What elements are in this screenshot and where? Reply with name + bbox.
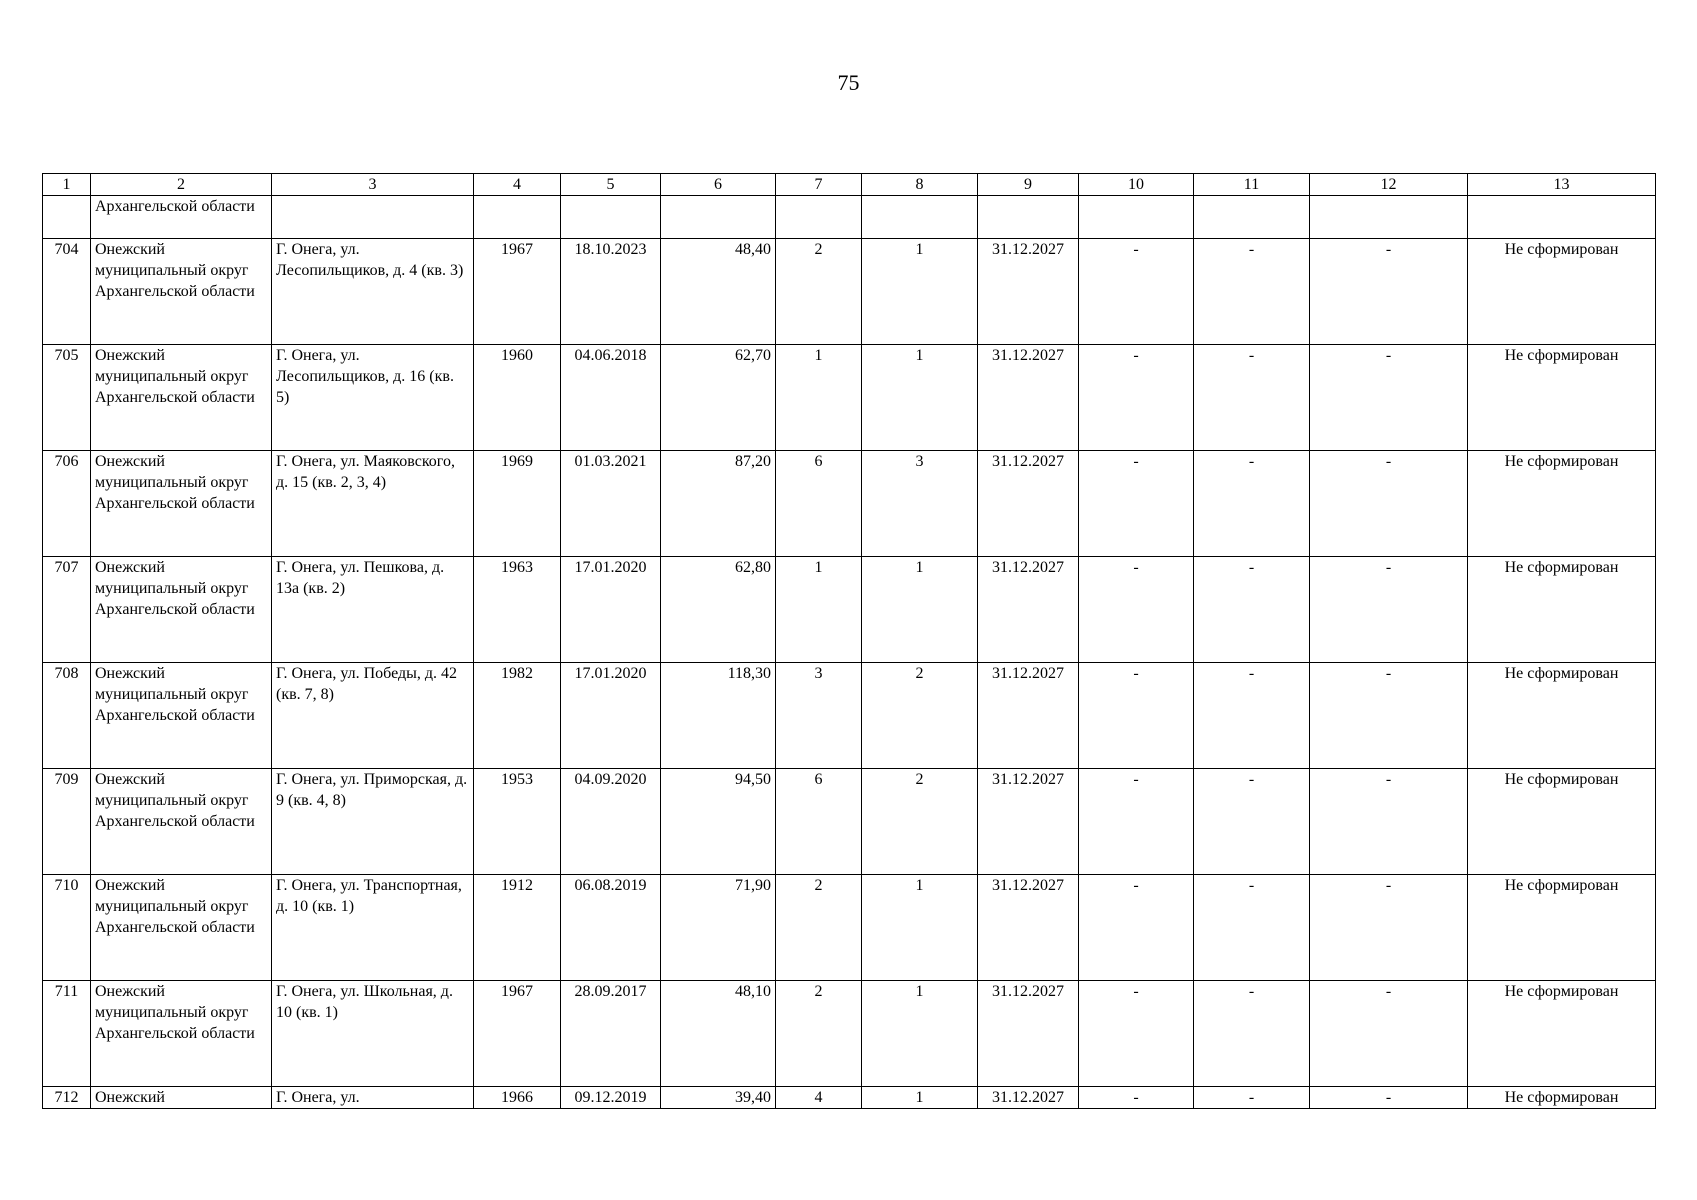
table-row (43, 769, 1656, 875)
year-cell: 1966 (474, 1087, 561, 1109)
row-number-cell: 712 (43, 1087, 91, 1109)
table-cell: - (1079, 557, 1194, 663)
municipality-cell: Онежский муниципальный округ Архангельской области (91, 769, 272, 875)
column-header: 13 (1468, 174, 1656, 196)
column-header: 10 (1079, 174, 1194, 196)
date-cell: 28.09.2017 (561, 981, 661, 1087)
status-cell: Не сформирован (1468, 769, 1656, 875)
area-cell: 94,50 (661, 769, 776, 875)
table-cell: - (1310, 451, 1468, 557)
column-header: 4 (474, 174, 561, 196)
municipality-cell: Онежский муниципальный округ Архангельской области (91, 663, 272, 769)
deadline-cell: 31.12.2027 (978, 239, 1079, 345)
count-cell: 1 (776, 557, 862, 663)
table-row (43, 981, 1656, 1087)
status-cell: Не сформирован (1468, 239, 1656, 345)
table-cell: - (1079, 981, 1194, 1087)
table-row (43, 239, 1656, 345)
year-cell: 1960 (474, 345, 561, 451)
deadline-cell: 31.12.2027 (978, 981, 1079, 1087)
table-cell: - (1194, 663, 1310, 769)
row-number-cell: 709 (43, 769, 91, 875)
row-number-cell: 705 (43, 345, 91, 451)
count-cell: 1 (862, 981, 978, 1087)
table-cell (561, 196, 661, 239)
date-cell: 18.10.2023 (561, 239, 661, 345)
year-cell: 1963 (474, 557, 561, 663)
count-cell: 2 (776, 875, 862, 981)
date-cell: 17.01.2020 (561, 663, 661, 769)
count-cell: 2 (776, 239, 862, 345)
table-cell: - (1310, 769, 1468, 875)
municipality-cell: Онежский муниципальный округ Архангельской области (91, 981, 272, 1087)
table-cell: - (1310, 663, 1468, 769)
table-cell (272, 196, 474, 239)
count-cell: 1 (862, 345, 978, 451)
table-cell: - (1310, 345, 1468, 451)
table-row (43, 345, 1656, 451)
row-number-cell: 707 (43, 557, 91, 663)
table-cell: - (1310, 981, 1468, 1087)
area-cell: 118,30 (661, 663, 776, 769)
row-number-cell: 706 (43, 451, 91, 557)
column-header: 2 (91, 174, 272, 196)
municipality-cell: Архангельской области (91, 196, 272, 239)
address-cell: Г. Онега, ул. Транспортная, д. 10 (кв. 1) (272, 875, 474, 981)
count-cell: 1 (862, 239, 978, 345)
table-cell (862, 196, 978, 239)
address-cell: Г. Онега, ул. Лесопильщиков, д. 16 (кв. 5) (272, 345, 474, 451)
table-cell (1194, 196, 1310, 239)
address-cell: Г. Онега, ул. Маяковского, д. 15 (кв. 2, 3, 4) (272, 451, 474, 557)
area-cell: 48,40 (661, 239, 776, 345)
table-cell (776, 196, 862, 239)
deadline-cell: 31.12.2027 (978, 1087, 1079, 1109)
count-cell: 3 (862, 451, 978, 557)
deadline-cell: 31.12.2027 (978, 557, 1079, 663)
table-cell: - (1310, 1087, 1468, 1109)
table-cell: - (1310, 875, 1468, 981)
count-cell: 1 (862, 557, 978, 663)
table-cell: - (1194, 557, 1310, 663)
continuation-row (43, 196, 1656, 239)
municipality-cell: Онежский муниципальный округ Архангельской области (91, 557, 272, 663)
status-cell: Не сформирован (1468, 981, 1656, 1087)
address-cell: Г. Онега, ул. Победы, д. 42 (кв. 7, 8) (272, 663, 474, 769)
area-cell: 39,40 (661, 1087, 776, 1109)
table-cell (1468, 196, 1656, 239)
table-cell (1079, 196, 1194, 239)
table-cell (474, 196, 561, 239)
table-row (43, 451, 1656, 557)
deadline-cell: 31.12.2027 (978, 451, 1079, 557)
row-number-cell: 710 (43, 875, 91, 981)
deadline-cell: 31.12.2027 (978, 663, 1079, 769)
date-cell: 06.08.2019 (561, 875, 661, 981)
row-number-cell: 711 (43, 981, 91, 1087)
year-cell: 1969 (474, 451, 561, 557)
count-cell: 3 (776, 663, 862, 769)
count-cell: 6 (776, 451, 862, 557)
status-cell: Не сформирован (1468, 451, 1656, 557)
status-cell: Не сформирован (1468, 875, 1656, 981)
column-number-header (43, 174, 1656, 196)
table-cell (978, 196, 1079, 239)
column-header: 3 (272, 174, 474, 196)
table-row (43, 557, 1656, 663)
count-cell: 1 (776, 345, 862, 451)
table-cell: - (1079, 769, 1194, 875)
address-cell: Г. Онега, ул. (272, 1087, 474, 1109)
count-cell: 2 (776, 981, 862, 1087)
count-cell: 4 (776, 1087, 862, 1109)
table-cell: - (1079, 1087, 1194, 1109)
table-cell (661, 196, 776, 239)
status-cell: Не сформирован (1468, 1087, 1656, 1109)
date-cell: 09.12.2019 (561, 1087, 661, 1109)
table-cell: - (1310, 557, 1468, 663)
year-cell: 1912 (474, 875, 561, 981)
table-row (43, 875, 1656, 981)
date-cell: 04.09.2020 (561, 769, 661, 875)
status-cell: Не сформирован (1468, 557, 1656, 663)
table-row (43, 663, 1656, 769)
table-cell: - (1194, 239, 1310, 345)
table-cell: - (1194, 981, 1310, 1087)
row-number-cell: 708 (43, 663, 91, 769)
area-cell: 48,10 (661, 981, 776, 1087)
column-header: 12 (1310, 174, 1468, 196)
table-cell: - (1079, 345, 1194, 451)
area-cell: 62,70 (661, 345, 776, 451)
address-cell: Г. Онега, ул. Пешкова, д. 13а (кв. 2) (272, 557, 474, 663)
table-cell: - (1079, 875, 1194, 981)
column-header: 1 (43, 174, 91, 196)
column-header: 5 (561, 174, 661, 196)
municipality-cell: Онежский (91, 1087, 272, 1109)
area-cell: 71,90 (661, 875, 776, 981)
table-row (43, 1087, 1656, 1109)
table-cell: - (1079, 663, 1194, 769)
deadline-cell: 31.12.2027 (978, 345, 1079, 451)
date-cell: 01.03.2021 (561, 451, 661, 557)
year-cell: 1967 (474, 239, 561, 345)
table-cell: - (1194, 769, 1310, 875)
deadline-cell: 31.12.2027 (978, 769, 1079, 875)
table-cell: - (1079, 451, 1194, 557)
municipality-cell: Онежский муниципальный округ Архангельской области (91, 345, 272, 451)
table-cell: - (1079, 239, 1194, 345)
count-cell: 2 (862, 769, 978, 875)
municipality-cell: Онежский муниципальный округ Архангельской области (91, 451, 272, 557)
municipality-cell: Онежский муниципальный округ Архангельской области (91, 239, 272, 345)
area-cell: 87,20 (661, 451, 776, 557)
year-cell: 1982 (474, 663, 561, 769)
row-number-cell: 704 (43, 239, 91, 345)
table-cell (43, 196, 91, 239)
table-cell: - (1194, 345, 1310, 451)
column-header: 7 (776, 174, 862, 196)
count-cell: 1 (862, 875, 978, 981)
table-cell: - (1194, 451, 1310, 557)
year-cell: 1953 (474, 769, 561, 875)
area-cell: 62,80 (661, 557, 776, 663)
year-cell: 1967 (474, 981, 561, 1087)
table-cell: - (1194, 1087, 1310, 1109)
column-header: 8 (862, 174, 978, 196)
table-cell: - (1194, 875, 1310, 981)
registry-table (42, 173, 1656, 1109)
column-header: 9 (978, 174, 1079, 196)
count-cell: 2 (862, 663, 978, 769)
column-header: 6 (661, 174, 776, 196)
table-cell: - (1310, 239, 1468, 345)
municipality-cell: Онежский муниципальный округ Архангельской области (91, 875, 272, 981)
address-cell: Г. Онега, ул. Школьная, д. 10 (кв. 1) (272, 981, 474, 1087)
count-cell: 1 (862, 1087, 978, 1109)
count-cell: 6 (776, 769, 862, 875)
table-cell (1310, 196, 1468, 239)
column-header: 11 (1194, 174, 1310, 196)
status-cell: Не сформирован (1468, 345, 1656, 451)
date-cell: 17.01.2020 (561, 557, 661, 663)
deadline-cell: 31.12.2027 (978, 875, 1079, 981)
page-number: 75 (837, 70, 860, 95)
address-cell: Г. Онега, ул. Приморская, д. 9 (кв. 4, 8) (272, 769, 474, 875)
address-cell: Г. Онега, ул. Лесопильщиков, д. 4 (кв. 3) (272, 239, 474, 345)
status-cell: Не сформирован (1468, 663, 1656, 769)
date-cell: 04.06.2018 (561, 345, 661, 451)
